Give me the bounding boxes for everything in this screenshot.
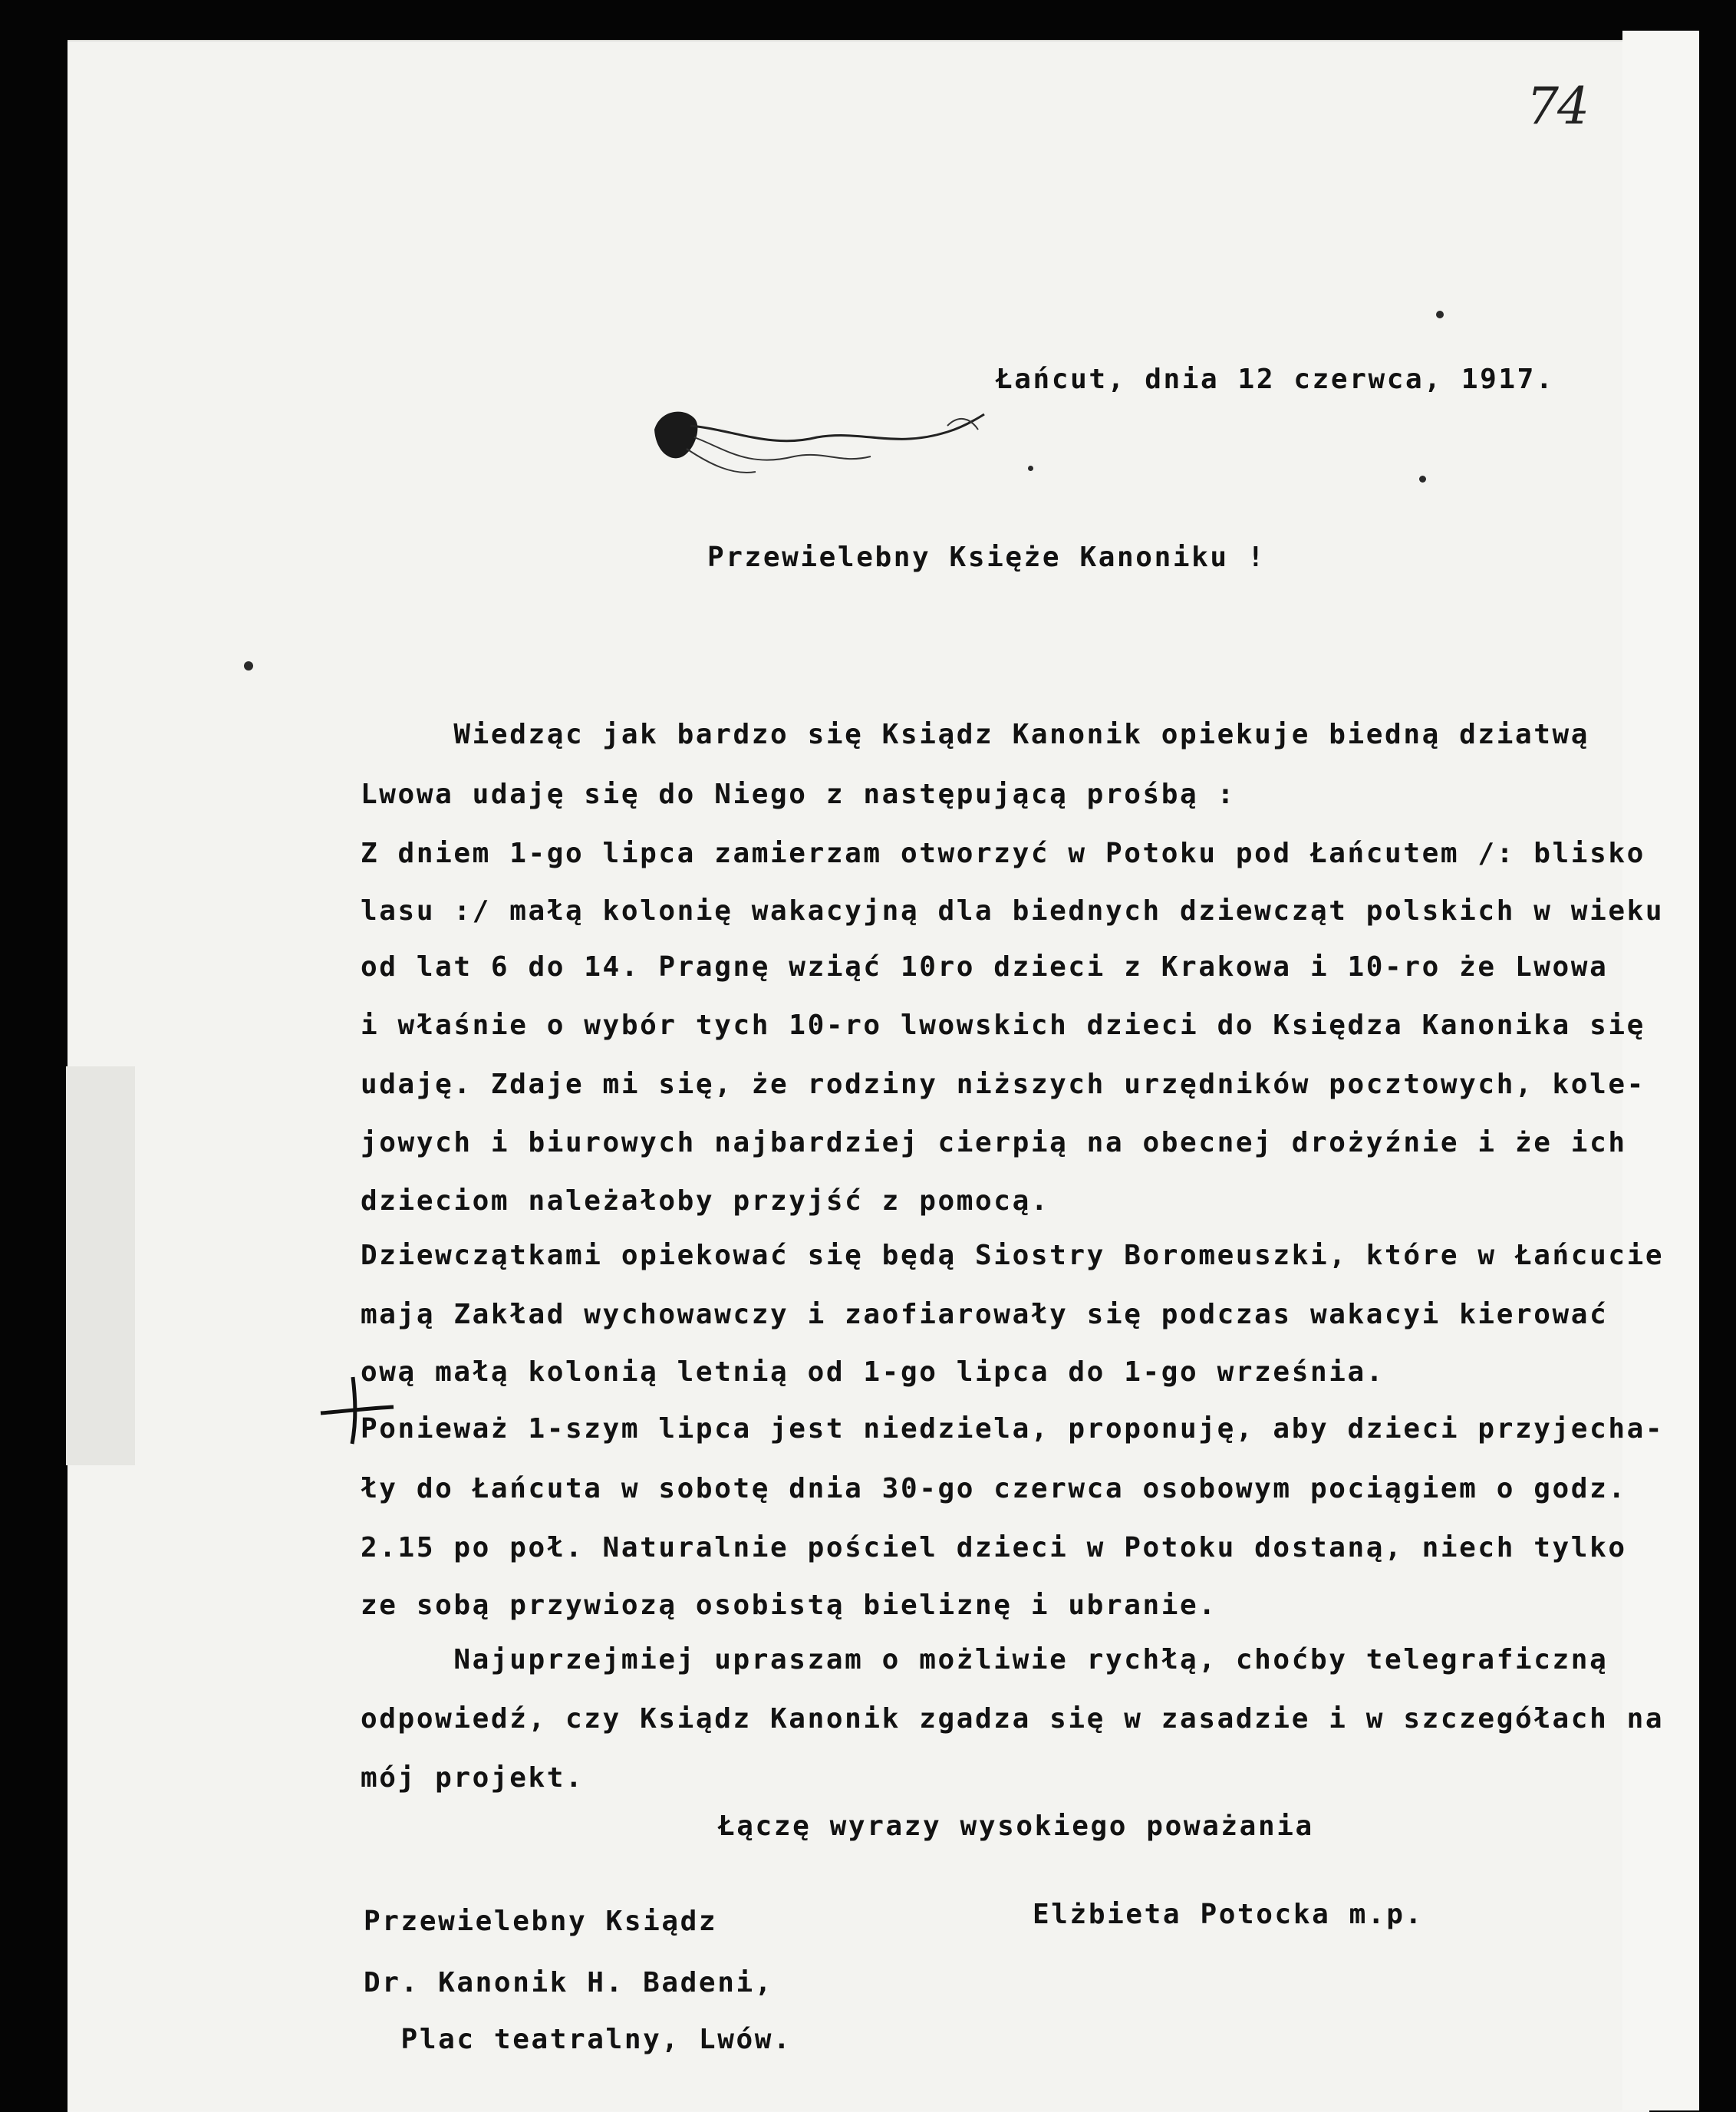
body-line: Ponieważ 1-szym lipca jest niedziela, proponuję, aby dzieci przyjecha-: [361, 1413, 1665, 1445]
address-line: Przewielebny Ksiądz: [364, 1906, 718, 1937]
letter-date: Łańcut, dnia 12 czerwca, 1917.: [996, 364, 1555, 395]
body-line: ły do Łańcuta w sobotę dnia 30-go czerwca osobowym pociągiem o godz.: [361, 1473, 1627, 1504]
body-line: Dziewczątkami opiekować się będą Siostry Boromeuszki, które w Łańcucie: [361, 1240, 1665, 1271]
body-line: Z dniem 1-go lipca zamierzam otworzyć w Potoku pod Łańcutem /: blisko: [361, 838, 1645, 869]
sheet-fold: [66, 1066, 135, 1465]
address-line: Plac teatralny, Lwów.: [364, 2024, 792, 2055]
body-line: mają Zakład wychowawczy i zaofiarowały się podczas wakacyi kierować: [361, 1299, 1609, 1330]
salutation: Przewielebny Księże Kanoniku !: [707, 542, 1267, 573]
body-line: udaję. Zdaje mi się, że rodziny niższych urzędników pocztowych, kole-: [361, 1069, 1645, 1100]
body-line: mój projekt.: [361, 1762, 585, 1794]
body-line: Wiedząc jak bardzo się Ksiądz Kanonik opiekuje biedną dziatwą: [361, 719, 1590, 750]
closing-phrase: Łączę wyrazy wysokiego poważania: [718, 1811, 1314, 1842]
body-line: odpowiedź, czy Ksiądz Kanonik zgadza się w zasadzie i w szczegółach na: [361, 1703, 1665, 1735]
body-line: Najuprzejmiej upraszam o możliwie rychłą, choćby telegraficzną: [361, 1644, 1609, 1675]
body-line: od lat 6 do 14. Pragnę wziąć 10ro dzieci z Krakowa i 10-ro że Lwowa: [361, 951, 1609, 983]
ink-blot: [641, 395, 986, 479]
body-line: ową małą kolonią letnią od 1-go lipca do 1-go września.: [361, 1356, 1385, 1388]
body-line: 2.15 po poł. Naturalnie pościel dzieci w Potoku dostaną, niech tylko: [361, 1532, 1627, 1563]
body-line: dzieciom należałoby przyjść z pomocą.: [361, 1185, 1050, 1217]
page-number: 74: [1527, 77, 1588, 136]
body-line: jowych i biurowych najbardziej cierpią na obecnej drożyźnie i że ich: [361, 1127, 1627, 1158]
paper-speck: [244, 661, 253, 671]
paper-speck: [1436, 311, 1444, 318]
body-line: i właśnie o wybór tych 10-ro lwowskich dzieci do Księdza Kanonika się: [361, 1010, 1645, 1041]
body-line: ze sobą przywiozą osobistą bieliznę i ubranie.: [361, 1590, 1217, 1621]
signature: Elżbieta Potocka m.p.: [1033, 1899, 1424, 1930]
paper-speck: [1419, 476, 1426, 483]
body-line: lasu :/ małą kolonię wakacyjną dla biednych dziewcząt polskich w wieku: [361, 895, 1665, 927]
address-line: Dr. Kanonik H. Badeni,: [364, 1967, 774, 1998]
paper-speck: [1028, 466, 1033, 471]
body-line: Lwowa udaję się do Niego z następującą prośbą :: [361, 779, 1236, 810]
